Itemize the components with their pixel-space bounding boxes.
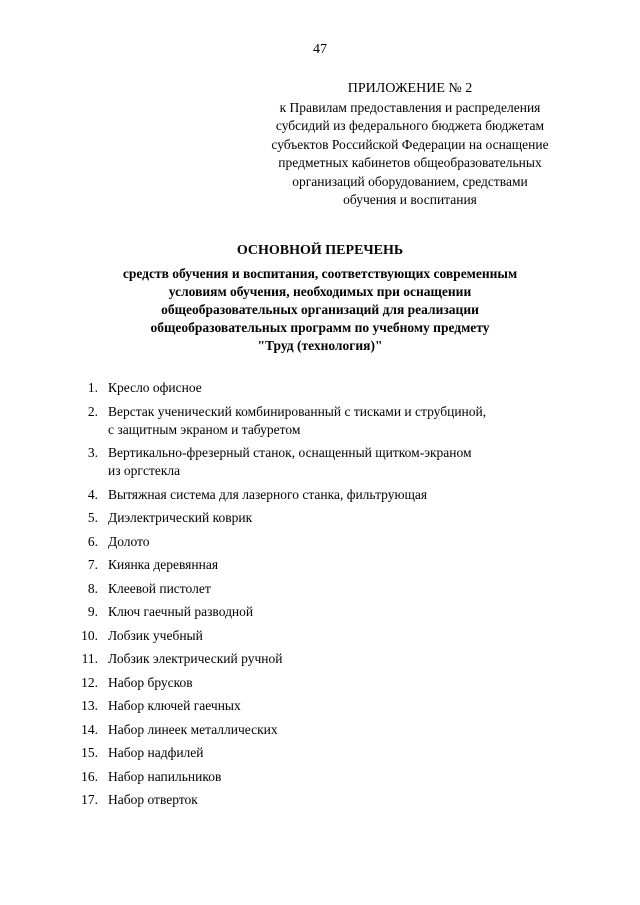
list-item: [70, 650, 590, 668]
list-item: [70, 509, 590, 527]
item-text: Набор надфилей: [108, 745, 204, 760]
item-number: 1.: [87, 380, 98, 395]
list-item: [70, 627, 590, 645]
main-title: ОСНОВНОЙ ПЕРЕЧЕНЬ: [236, 243, 404, 258]
item-text: Вытяжная система для лазерного станка, фильтрующая: [108, 486, 428, 502]
item-text: Лобзик электрический ручной: [108, 651, 283, 666]
item-text: Набор линеек металлических: [108, 721, 278, 737]
item-text: Долото: [108, 533, 150, 549]
item-text: Ключ гаечный разводной: [108, 604, 254, 619]
item-number: 15.: [81, 745, 98, 760]
page-number: 47: [313, 42, 327, 57]
item-number: 3.: [87, 445, 98, 460]
item-number: 9.: [87, 604, 98, 619]
appendix-subtitle: к Правилам предоставления и распределения субсидий из федерального бюджета бюджетам субъектов Российской Федерации на оснащение предметных кабинетов общеобразовательных организаций оборудованием, средствами обучения и воспитания: [271, 99, 549, 207]
item-number: 10.: [81, 627, 98, 643]
item-text: Набор отверток: [108, 792, 198, 807]
item-number: 12.: [81, 674, 98, 690]
list-item: [70, 556, 590, 574]
item-text: Кресло офисное: [108, 380, 202, 395]
item-text: Лобзик учебный: [108, 627, 203, 643]
item-number: 16.: [81, 768, 98, 784]
list-item: [70, 744, 590, 762]
list-item: [70, 444, 590, 480]
appendix-header: [240, 80, 580, 210]
list-item: [70, 768, 590, 786]
item-text: Диэлектрический коврик: [108, 510, 253, 525]
item-number: 2.: [87, 403, 98, 419]
list-item: [70, 603, 590, 621]
list-item: [70, 403, 590, 439]
item-text: Киянка деревянная: [108, 557, 219, 572]
list-item: [70, 791, 590, 809]
list-item: [70, 379, 590, 397]
item-number: 5.: [87, 510, 98, 525]
item-number: 14.: [81, 721, 98, 737]
item-number: 6.: [87, 533, 98, 549]
list-item: [70, 674, 590, 692]
list-item: [70, 533, 590, 551]
item-text: Верстак ученический комбинированный с тисками и струбциной, с защитным экраном и табуретом: [108, 403, 487, 437]
list-item: [70, 721, 590, 739]
item-number: 4.: [87, 486, 98, 502]
list-item: [70, 697, 590, 715]
item-text: Набор напильников: [108, 768, 222, 784]
equipment-list: [70, 379, 590, 815]
item-text: Вертикально-фрезерный станок, оснащенный щитком-экраном из оргстекла: [108, 445, 472, 478]
item-text: Клеевой пистолет: [108, 580, 211, 596]
item-number: 13.: [81, 698, 98, 713]
item-text: Набор брусков: [108, 674, 193, 690]
list-item: [70, 486, 590, 504]
item-number: 17.: [81, 792, 98, 807]
list-subtitle: средств обучения и воспитания, соответствующих современным условиям обучения, необходимых при оснащении общеобразовательных организаций для реализации общеобразовательных программ по учебному предмету "Труд (технология)": [122, 266, 518, 353]
item-number: 11.: [81, 651, 98, 666]
item-text: Набор ключей гаечных: [108, 698, 241, 713]
item-number: 8.: [87, 580, 98, 596]
list-item: [70, 580, 590, 598]
item-number: 7.: [87, 557, 98, 572]
appendix-title: ПРИЛОЖЕНИЕ № 2: [347, 81, 473, 96]
